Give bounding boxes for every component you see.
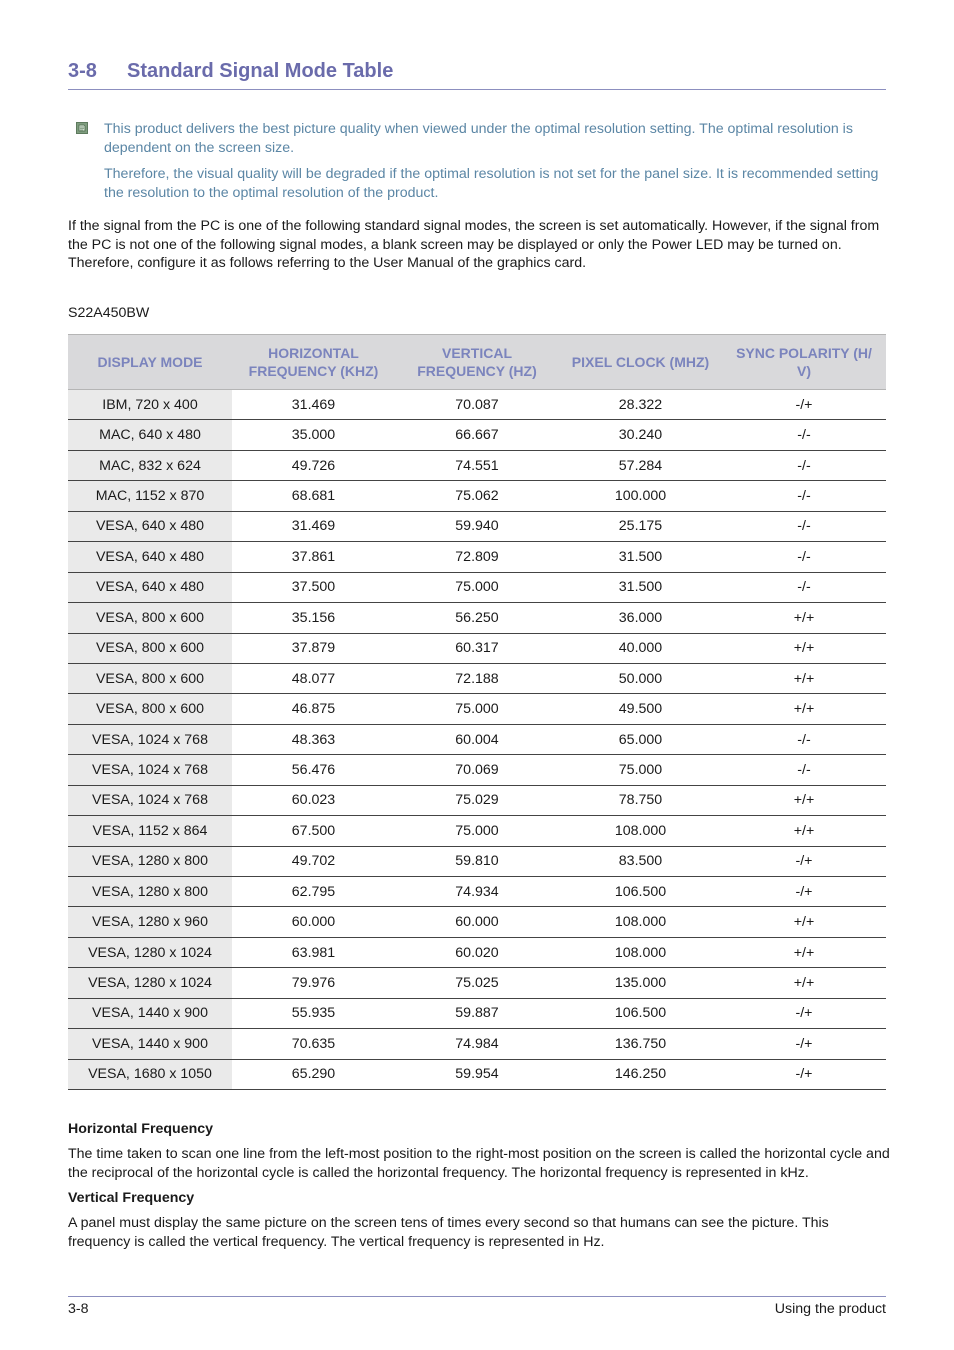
section-heading (68, 60, 886, 90)
cell-pixel-clock: 28.322 (559, 390, 722, 420)
cell-display-mode: MAC, 1152 x 870 (68, 481, 232, 511)
cell-pixel-clock: 49.500 (559, 694, 722, 724)
note-paragraph-1: This product delivers the best picture quality when viewed under the optimal resolution setting. The optimal resolution is dependent on the screen size. (104, 121, 853, 156)
cell-horizontal-frequency: 60.000 (232, 907, 395, 937)
cell-horizontal-frequency: 67.500 (232, 816, 395, 846)
cell-sync-polarity: -/- (722, 450, 886, 480)
table-body (68, 390, 886, 1090)
table-row (68, 572, 886, 602)
cell-vertical-frequency: 59.887 (395, 998, 559, 1028)
cell-vertical-frequency: 72.809 (395, 542, 559, 572)
cell-sync-polarity: -/+ (722, 1029, 886, 1059)
model-name: S22A450BW (68, 305, 150, 321)
cell-vertical-frequency: 75.062 (395, 481, 559, 511)
cell-sync-polarity: -/+ (722, 998, 886, 1028)
horizontal-frequency-title: Horizontal Frequency (68, 1121, 214, 1137)
cell-display-mode: VESA, 640 x 480 (68, 511, 232, 541)
cell-sync-polarity: -/+ (722, 1059, 886, 1089)
cell-vertical-frequency: 66.667 (395, 420, 559, 450)
cell-display-mode: VESA, 1024 x 768 (68, 785, 232, 815)
cell-horizontal-frequency: 65.290 (232, 1059, 395, 1089)
cell-display-mode: VESA, 1152 x 864 (68, 816, 232, 846)
cell-sync-polarity: -/- (722, 572, 886, 602)
cell-horizontal-frequency: 56.476 (232, 755, 395, 785)
table-row (68, 785, 886, 815)
table-row (68, 450, 886, 480)
cell-horizontal-frequency: 31.469 (232, 390, 395, 420)
cell-display-mode: VESA, 1280 x 1024 (68, 937, 232, 967)
cell-pixel-clock: 50.000 (559, 663, 722, 693)
cell-vertical-frequency: 70.069 (395, 755, 559, 785)
cell-display-mode: VESA, 1440 x 900 (68, 998, 232, 1028)
cell-display-mode: MAC, 832 x 624 (68, 450, 232, 480)
cell-horizontal-frequency: 60.023 (232, 785, 395, 815)
cell-display-mode: VESA, 1680 x 1050 (68, 1059, 232, 1089)
cell-sync-polarity: +/+ (722, 694, 886, 724)
note-box (76, 120, 886, 210)
table-row (68, 846, 886, 876)
cell-sync-polarity: -/- (722, 542, 886, 572)
cell-sync-polarity: +/+ (722, 968, 886, 998)
cell-vertical-frequency: 59.954 (395, 1059, 559, 1089)
cell-pixel-clock: 106.500 (559, 998, 722, 1028)
cell-sync-polarity: -/- (722, 420, 886, 450)
cell-sync-polarity: +/+ (722, 907, 886, 937)
cell-pixel-clock: 36.000 (559, 603, 722, 633)
cell-pixel-clock: 40.000 (559, 633, 722, 663)
cell-sync-polarity: +/+ (722, 816, 886, 846)
cell-display-mode: VESA, 1024 x 768 (68, 755, 232, 785)
cell-pixel-clock: 75.000 (559, 755, 722, 785)
cell-vertical-frequency: 70.087 (395, 390, 559, 420)
cell-sync-polarity: +/+ (722, 785, 886, 815)
header-horizontal-frequency: HORIZONTAL FREQUENCY (KHZ) (232, 335, 395, 390)
cell-display-mode: VESA, 640 x 480 (68, 542, 232, 572)
cell-pixel-clock: 57.284 (559, 450, 722, 480)
table-header-row (68, 335, 886, 390)
cell-vertical-frequency: 60.317 (395, 633, 559, 663)
cell-pixel-clock: 83.500 (559, 846, 722, 876)
cell-display-mode: VESA, 800 x 600 (68, 633, 232, 663)
table-row (68, 998, 886, 1028)
cell-pixel-clock: 146.250 (559, 1059, 722, 1089)
table-row (68, 1059, 886, 1089)
cell-horizontal-frequency: 37.861 (232, 542, 395, 572)
table-row (68, 542, 886, 572)
page-number: 3-8 (68, 1301, 89, 1317)
table-row (68, 511, 886, 541)
cell-horizontal-frequency: 37.500 (232, 572, 395, 602)
cell-display-mode: VESA, 1280 x 800 (68, 877, 232, 907)
table-row (68, 663, 886, 693)
cell-vertical-frequency: 56.250 (395, 603, 559, 633)
cell-display-mode: VESA, 1280 x 1024 (68, 968, 232, 998)
table-row (68, 694, 886, 724)
section-number: 3-8 (68, 60, 97, 82)
cell-vertical-frequency: 59.810 (395, 846, 559, 876)
cell-horizontal-frequency: 63.981 (232, 937, 395, 967)
cell-pixel-clock: 31.500 (559, 542, 722, 572)
cell-horizontal-frequency: 31.469 (232, 511, 395, 541)
cell-vertical-frequency: 74.551 (395, 450, 559, 480)
cell-vertical-frequency: 75.000 (395, 572, 559, 602)
cell-horizontal-frequency: 70.635 (232, 1029, 395, 1059)
cell-horizontal-frequency: 49.702 (232, 846, 395, 876)
cell-horizontal-frequency: 35.000 (232, 420, 395, 450)
cell-sync-polarity: +/+ (722, 603, 886, 633)
cell-pixel-clock: 25.175 (559, 511, 722, 541)
cell-display-mode: IBM, 720 x 400 (68, 390, 232, 420)
intro-paragraph: If the signal from the PC is one of the following standard signal modes, the screen is set automatically. However, if the signal from the PC is not one of the following signal modes, a blank screen may be displayed or only the Power LED may be turned on. Therefore, configure it as follows referring to the User Manual of the graphics card. (68, 218, 880, 271)
vertical-frequency-text: A panel must display the same picture on the screen tens of times every second so that humans can see the picture. This frequency is called the vertical frequency. The vertical frequency is represented in Hz. (68, 1215, 829, 1250)
cell-display-mode: VESA, 1280 x 960 (68, 907, 232, 937)
cell-display-mode: VESA, 800 x 600 (68, 694, 232, 724)
cell-horizontal-frequency: 49.726 (232, 450, 395, 480)
cell-pixel-clock: 136.750 (559, 1029, 722, 1059)
cell-sync-polarity: -/+ (722, 390, 886, 420)
note-paragraph-2: Therefore, the visual quality will be degraded if the optimal resolution is not set for the panel size. It is recommended setting the resolution to the optimal resolution of the product. (104, 166, 879, 201)
section-title: Standard Signal Mode Table (127, 60, 394, 82)
table-row (68, 907, 886, 937)
cell-display-mode: MAC, 640 x 480 (68, 420, 232, 450)
cell-pixel-clock: 108.000 (559, 907, 722, 937)
cell-pixel-clock: 31.500 (559, 572, 722, 602)
cell-vertical-frequency: 74.934 (395, 877, 559, 907)
cell-vertical-frequency: 75.000 (395, 816, 559, 846)
cell-sync-polarity: -/+ (722, 877, 886, 907)
cell-display-mode: VESA, 640 x 480 (68, 572, 232, 602)
cell-display-mode: VESA, 1024 x 768 (68, 724, 232, 754)
cell-vertical-frequency: 75.000 (395, 694, 559, 724)
cell-pixel-clock: 106.500 (559, 877, 722, 907)
cell-sync-polarity: -/+ (722, 846, 886, 876)
cell-pixel-clock: 30.240 (559, 420, 722, 450)
cell-vertical-frequency: 72.188 (395, 663, 559, 693)
cell-pixel-clock: 135.000 (559, 968, 722, 998)
cell-sync-polarity: -/- (722, 481, 886, 511)
cell-vertical-frequency: 74.984 (395, 1029, 559, 1059)
header-pixel-clock: PIXEL CLOCK (MHZ) (559, 335, 722, 390)
chapter-name: Using the product (774, 1301, 886, 1317)
header-display-mode: DISPLAY MODE (68, 335, 232, 390)
cell-sync-polarity: -/- (722, 755, 886, 785)
cell-display-mode: VESA, 800 x 600 (68, 663, 232, 693)
header-sync-polarity: SYNC POLARITY (H/ V) (722, 335, 886, 390)
cell-pixel-clock: 65.000 (559, 724, 722, 754)
table-row (68, 1029, 886, 1059)
cell-horizontal-frequency: 37.879 (232, 633, 395, 663)
cell-horizontal-frequency: 55.935 (232, 998, 395, 1028)
cell-vertical-frequency: 75.029 (395, 785, 559, 815)
table-row (68, 481, 886, 511)
horizontal-frequency-text: The time taken to scan one line from the left-most position to the right-most position on the screen is called the horizontal cycle and the reciprocal of the horizontal cycle is called the horizontal frequency. The horizontal frequency is represented in kHz. (68, 1146, 890, 1181)
cell-horizontal-frequency: 35.156 (232, 603, 395, 633)
signal-mode-table (68, 334, 886, 1090)
table-row (68, 724, 886, 754)
cell-horizontal-frequency: 48.077 (232, 663, 395, 693)
cell-vertical-frequency: 60.004 (395, 724, 559, 754)
table-row (68, 968, 886, 998)
vertical-frequency-title: Vertical Frequency (68, 1190, 195, 1206)
cell-horizontal-frequency: 46.875 (232, 694, 395, 724)
cell-pixel-clock: 100.000 (559, 481, 722, 511)
table-row (68, 937, 886, 967)
cell-sync-polarity: -/- (722, 724, 886, 754)
page-footer (68, 1296, 886, 1317)
cell-display-mode: VESA, 1440 x 900 (68, 1029, 232, 1059)
cell-horizontal-frequency: 62.795 (232, 877, 395, 907)
table-row (68, 633, 886, 663)
cell-vertical-frequency: 60.000 (395, 907, 559, 937)
table-row (68, 390, 886, 420)
cell-sync-polarity: +/+ (722, 937, 886, 967)
header-vertical-frequency: VERTICAL FREQUENCY (HZ) (395, 335, 559, 390)
table-row (68, 420, 886, 450)
cell-pixel-clock: 78.750 (559, 785, 722, 815)
cell-vertical-frequency: 75.025 (395, 968, 559, 998)
cell-display-mode: VESA, 1280 x 800 (68, 846, 232, 876)
cell-sync-polarity: +/+ (722, 633, 886, 663)
cell-vertical-frequency: 59.940 (395, 511, 559, 541)
table-row (68, 603, 886, 633)
table-row (68, 816, 886, 846)
cell-sync-polarity: +/+ (722, 663, 886, 693)
cell-sync-polarity: -/- (722, 511, 886, 541)
cell-pixel-clock: 108.000 (559, 816, 722, 846)
table-row (68, 877, 886, 907)
table-row (68, 755, 886, 785)
cell-horizontal-frequency: 68.681 (232, 481, 395, 511)
cell-horizontal-frequency: 48.363 (232, 724, 395, 754)
cell-horizontal-frequency: 79.976 (232, 968, 395, 998)
cell-display-mode: VESA, 800 x 600 (68, 603, 232, 633)
cell-vertical-frequency: 60.020 (395, 937, 559, 967)
note-icon (76, 122, 88, 134)
cell-pixel-clock: 108.000 (559, 937, 722, 967)
